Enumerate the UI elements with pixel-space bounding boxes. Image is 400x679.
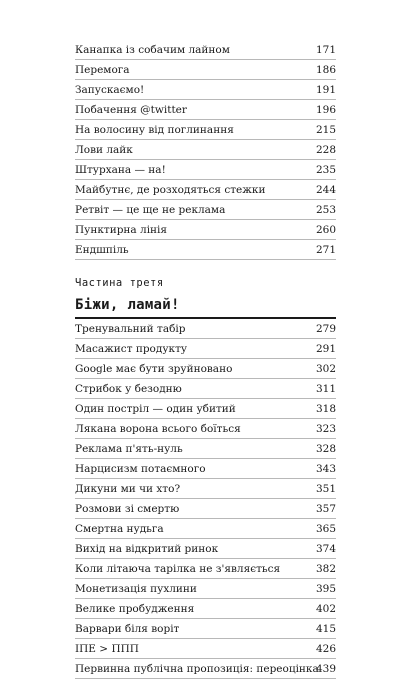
toc-entry-title: Нарцисизм потаємного (75, 463, 206, 475)
toc-entry[interactable] (75, 120, 336, 140)
toc-entry-page-number: 318 (315, 403, 336, 415)
toc-entry[interactable] (75, 40, 336, 60)
toc-entry-title: Стрибок у безодню (75, 383, 182, 395)
toc-entry[interactable] (75, 319, 336, 339)
toc-entry-title: Ендшпіль (75, 244, 129, 256)
toc-entry-title: Google має бути зруйновано (75, 363, 233, 375)
toc-entry-page-number: 426 (315, 643, 336, 655)
toc-entry[interactable] (75, 479, 336, 499)
toc-entry-page-number: 395 (315, 583, 336, 595)
toc-entry-page-number: 260 (315, 224, 336, 236)
toc-entry-title: Штурхана — на! (75, 164, 166, 176)
toc-entry-title: Майбутнє, де розходяться стежки (75, 184, 266, 196)
toc-entry-title: На волосину від поглинання (75, 124, 234, 136)
toc-entry-title: Тренувальний табір (75, 323, 186, 335)
toc-entry[interactable] (75, 439, 336, 459)
toc-entry-page-number: 323 (315, 423, 336, 435)
toc-entry-page-number: 311 (315, 383, 336, 395)
toc-entry-title: Розмови зі смертю (75, 503, 180, 515)
toc-entry-page-number: 228 (315, 144, 336, 156)
toc-entry[interactable] (75, 240, 336, 260)
toc-entry-title: Перемога (75, 64, 130, 76)
toc-entry[interactable] (75, 200, 336, 220)
toc-entry-title: Лякана ворона всього боїться (75, 423, 241, 435)
toc-entry-page-number: 402 (315, 603, 336, 615)
toc-entry[interactable] (75, 60, 336, 80)
toc-entry[interactable] (75, 100, 336, 120)
toc-group-part-two-continued (75, 40, 336, 260)
toc-entry[interactable] (75, 599, 336, 619)
toc-entry-page-number: 328 (315, 443, 336, 455)
toc-entry[interactable] (75, 80, 336, 100)
toc-entry-page-number: 253 (315, 204, 336, 216)
toc-entry-title: Первинна публічна пропозиція: переоцінка (75, 663, 319, 675)
toc-entry-page-number: 171 (315, 44, 336, 56)
part-title: Біжи, ламай! (75, 297, 180, 313)
toc-entry-page-number: 196 (315, 104, 336, 116)
toc-entry-page-number: 186 (315, 64, 336, 76)
toc-entry[interactable] (75, 419, 336, 439)
toc-entry-page-number: 382 (315, 563, 336, 575)
toc-entry-page-number: 279 (315, 323, 336, 335)
toc-entry-page-number: 291 (315, 343, 336, 355)
toc-entry[interactable] (75, 160, 336, 180)
toc-entry-title: Варвари біля воріт (75, 623, 180, 635)
toc-entry-page-number: 215 (315, 124, 336, 136)
toc-entry[interactable] (75, 180, 336, 200)
toc-entry[interactable] (75, 339, 336, 359)
table-of-contents (75, 40, 336, 679)
toc-entry[interactable] (75, 379, 336, 399)
toc-entry[interactable] (75, 359, 336, 379)
toc-entry[interactable] (75, 619, 336, 639)
toc-entry[interactable] (75, 499, 336, 519)
toc-entry-page-number: 191 (315, 84, 336, 96)
toc-entry-title: Пунктирна лінія (75, 224, 168, 236)
toc-entry[interactable] (75, 539, 336, 559)
toc-entry-title: Масажист продукту (75, 343, 188, 355)
toc-entry-title: Один постріл — один убитий (75, 403, 236, 415)
toc-entry-title: Побачення @twitter (75, 104, 187, 116)
toc-entry-title: Смертна нудьга (75, 523, 164, 535)
toc-entry-title: Ретвіт — це ще не реклама (75, 204, 226, 216)
toc-entry-title: Коли літаюча тарілка не з'являється (75, 563, 281, 575)
toc-entry-title: Велике пробудження (75, 603, 195, 615)
toc-entry-page-number: 374 (315, 543, 336, 555)
toc-entry-page-number: 415 (315, 623, 336, 635)
toc-entry-title: Дикуни ми чи хто? (75, 483, 181, 495)
toc-entry-title: ІПЕ > ППП (75, 643, 139, 655)
toc-entry-page-number: 343 (315, 463, 336, 475)
toc-entry-title: Вихід на відкритий ринок (75, 543, 219, 555)
toc-entry[interactable] (75, 579, 336, 599)
toc-entry-page-number: 365 (315, 523, 336, 535)
toc-entry[interactable] (75, 459, 336, 479)
toc-entry-page-number: 439 (315, 663, 336, 675)
toc-entry-title: Запускаємо! (75, 84, 145, 96)
toc-entry-page-number: 271 (315, 244, 336, 256)
toc-group-part-three (75, 319, 336, 679)
toc-entry[interactable] (75, 399, 336, 419)
toc-entry[interactable] (75, 220, 336, 240)
toc-entry-title: Канапка із собачим лайном (75, 44, 230, 56)
part-label: Частина третя (75, 277, 164, 289)
toc-entry-title: Реклама п'ять-нуль (75, 443, 183, 455)
toc-entry[interactable] (75, 559, 336, 579)
toc-entry[interactable] (75, 140, 336, 160)
toc-entry-page-number: 351 (315, 483, 336, 495)
toc-entry-page-number: 235 (315, 164, 336, 176)
toc-entry[interactable] (75, 659, 336, 679)
toc-entry-page-number: 302 (315, 363, 336, 375)
toc-entry-title: Лови лайк (75, 144, 133, 156)
toc-entry-page-number: 244 (315, 184, 336, 196)
toc-entry-page-number: 357 (315, 503, 336, 515)
toc-entry-title: Монетизація пухлини (75, 583, 197, 595)
toc-entry[interactable] (75, 519, 336, 539)
toc-entry[interactable] (75, 639, 336, 659)
